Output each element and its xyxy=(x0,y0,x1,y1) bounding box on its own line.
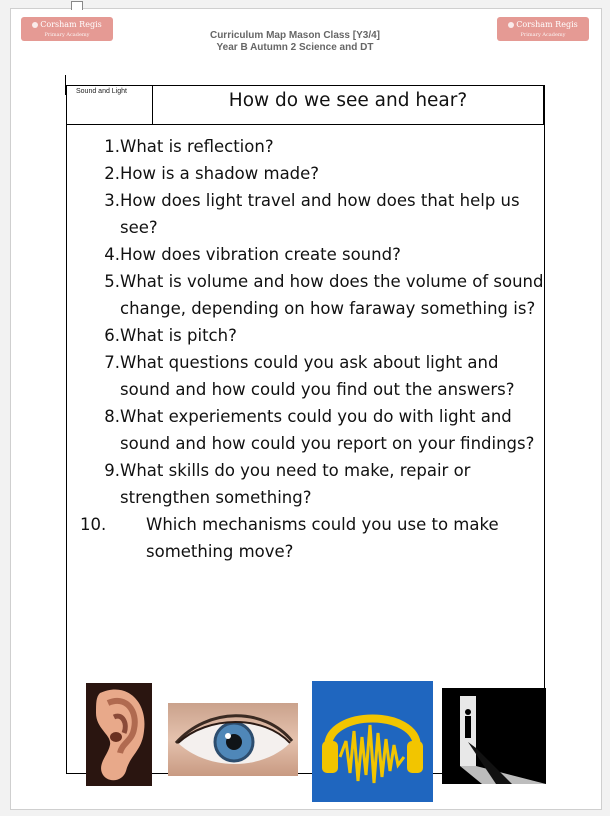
school-logo-left xyxy=(21,17,113,41)
question-list xyxy=(80,133,550,565)
title-row xyxy=(66,85,544,125)
list-item: 3. How does light travel and how does that help us see? xyxy=(104,191,520,237)
school-logo-right xyxy=(497,17,589,41)
logo-subtext: Primary Academy xyxy=(44,32,90,38)
list-item: 6. What is pitch? xyxy=(104,326,237,345)
list-item: 10. Which mechanisms could you use to make something move? xyxy=(80,515,499,561)
sound-wave-headphones-icon xyxy=(312,681,433,802)
crest-icon xyxy=(32,22,38,28)
header-line-2: Year B Autumn 2 Science and DT xyxy=(216,42,374,53)
list-item: 5. What is volume and how does the volume of sound change, depending on how faraway something is? xyxy=(104,272,544,318)
list-item: 1. What is reflection? xyxy=(104,137,274,156)
logo-name: Corsham Regis xyxy=(516,20,578,29)
logo-name: Corsham Regis xyxy=(40,20,102,29)
topic-label: Sound and Light xyxy=(67,86,153,124)
list-item: 9. What skills do you need to make, repair or strengthen something? xyxy=(104,461,471,507)
header-line-1: Curriculum Map Mason Class [Y3/4] xyxy=(209,30,381,41)
shadow-doorway-photo-icon xyxy=(442,688,546,784)
logo-subtext: Primary Academy xyxy=(520,32,566,38)
list-item: 2. How is a shadow made? xyxy=(104,164,320,183)
ear-photo-icon xyxy=(86,683,152,786)
list-item: 8. What experiements could you do with light and sound and how could you report on your findings? xyxy=(104,407,535,453)
big-question-title: How do we see and hear? xyxy=(228,90,468,111)
list-item: 4. How does vibration create sound? xyxy=(104,245,401,264)
page-corner-mark xyxy=(71,1,83,10)
eye-photo-icon xyxy=(168,703,298,776)
crest-icon xyxy=(508,22,514,28)
list-item: 7. What questions could you ask about light and sound and how could you find out the answers? xyxy=(104,353,515,399)
